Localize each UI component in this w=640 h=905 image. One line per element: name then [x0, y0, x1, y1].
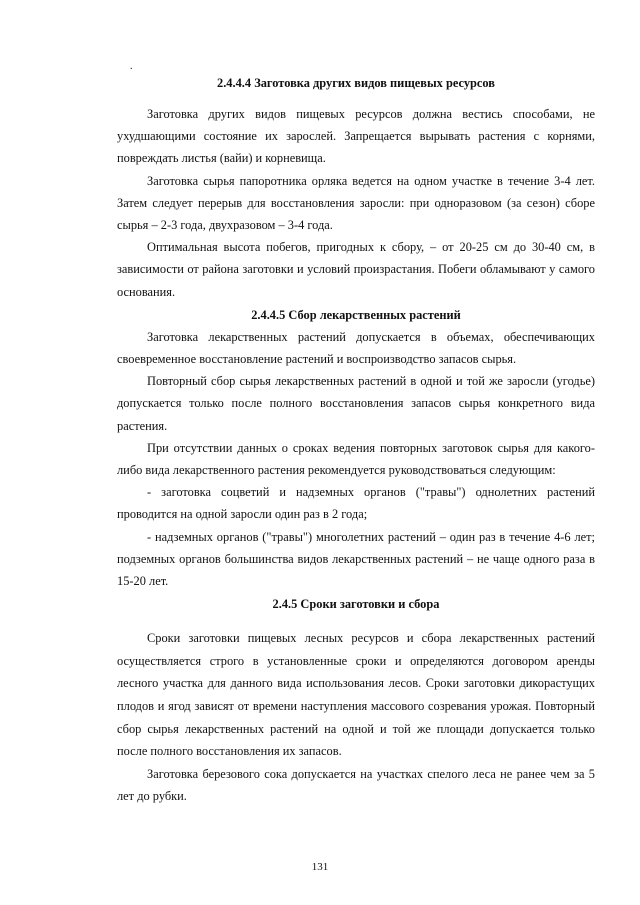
- list-item: - надземных органов ("травы") многолетних растений – один раз в течение 4-6 лет; подземных органов большинства видов лекарственных растений – не чаще одного раза в 15-20 лет.: [117, 529, 595, 589]
- section-heading: 2.4.4.4 Заготовка других видов пищевых ресурсов: [217, 76, 495, 90]
- paragraph: Сроки заготовки пищевых лесных ресурсов и сбора лекарственных растений осуществляется строго в установленные сроки и определяются договором аренды лесного участка для данного вида использования лесов. Сроки заготовки дикорастущих плодов и ягод зависят от времени наступления массового созревания урожая. Повторный сбор сырья лекарственных растений на одной и той же площади допускается только после полного восстановления их запасов.: [117, 631, 595, 759]
- paragraph: Оптимальная высота побегов, пригодных к сбору, – от 20-25 см до 30-40 см, в зависимости от района заготовки и условий произрастания. Побеги обламывают у самого основания.: [117, 240, 595, 299]
- paragraph: При отсутствии данных о сроках ведения повторных заготовок сырья для какого-либо вида лекарственного растения рекомендуется руководствоваться следующим:: [117, 440, 595, 478]
- paragraph: Повторный сбор сырья лекарственных растений в одной и той же заросли (угодье) допускается только после полного восстановления запасов сырья конкретного вида растения.: [117, 374, 595, 433]
- section-2-4-4-4: [117, 72, 595, 303]
- stray-mark: .: [130, 61, 133, 72]
- page-number: 131: [311, 861, 329, 873]
- paragraph: Заготовка других видов пищевых ресурсов должна вестись способами, не ухудшающими состояние их зарослей. Запрещается вырывать растения с корнями, повреждать листья (вайи) и корневища.: [117, 107, 595, 166]
- section-heading: 2.4.4.5 Сбор лекарственных растений: [251, 307, 461, 322]
- paragraph: Заготовка березового сока допускается на участках спелого леса не ранее чем за 5 лет до рубки.: [117, 766, 595, 804]
- section-2-4-5: [117, 593, 595, 808]
- section-2-4-4-5: [117, 304, 595, 592]
- section-heading: 2.4.5 Сроки заготовки и сбора: [272, 597, 440, 612]
- paragraph: Заготовка сырья папоротника орляка ведется на одном участке в течение 3-4 лет. Затем следует перерыв для восстановления заросли: при одноразовом (за сезон) сборе сырья – 2-3 года, двухразовом – 3-4 года.: [117, 173, 595, 233]
- paragraph: Заготовка лекарственных растений допускается в объемах, обеспечивающих своевременное восстановление растений и воспроизводство запасов сырья.: [117, 329, 595, 367]
- page-content: [117, 72, 595, 808]
- list-item: - заготовка соцветий и надземных органов ("травы") однолетних растений проводится на одной заросли один раз в 2 года;: [117, 485, 595, 522]
